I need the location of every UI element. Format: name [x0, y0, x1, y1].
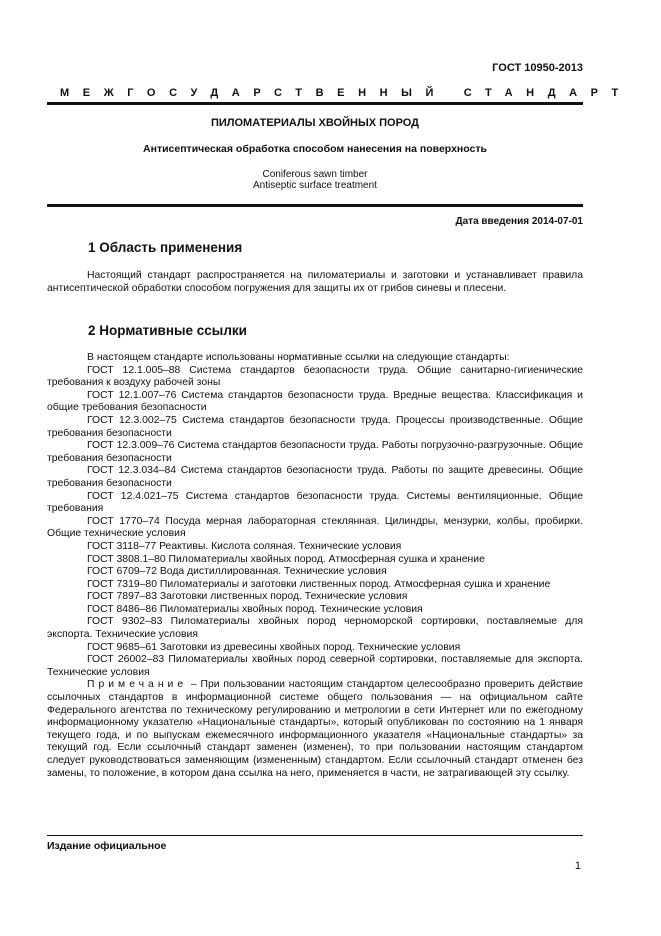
reference-item: ГОСТ 12.3.034–84 Система стандартов безопасности труда. Работы по защите древесины. Общие требования безопасности: [47, 465, 583, 489]
footer-rule: [47, 835, 583, 836]
title-rule: [47, 204, 583, 207]
reference-item: ГОСТ 12.1.007–76 Система стандартов безопасности труда. Вредные вещества. Классификация и общие требования безопасности: [47, 389, 583, 414]
reference-list: [47, 365, 583, 680]
reference-item: ГОСТ 7319–80 Пиломатериалы и заготовки лиственных пород. Атмосферная сушка и хранение: [87, 578, 551, 590]
reference-item: ГОСТ 8486–86 Пиломатериалы хвойных пород. Технические условия: [87, 603, 423, 615]
section-1-heading: 1 Область применения: [88, 240, 243, 255]
reference-item: ГОСТ 12.4.021–75 Система стандартов безопасности труда. Системы вентиляционные. Общие требования: [47, 490, 583, 515]
reference-item: ГОСТ 3808.1–80 Пиломатериалы хвойных пород. Атмосферная сушка и хранение: [87, 553, 485, 565]
top-rule: [47, 102, 583, 105]
english-title: Coniferous sawn timber: [262, 169, 368, 180]
document-title: ПИЛОМАТЕРИАЛЫ ХВОЙНЫХ ПОРОД: [210, 117, 420, 129]
edition-label: Издание официальное: [47, 840, 167, 852]
reference-item: ГОСТ 12.3.009–76 Система стандартов безопасности труда. Работы погрузочно-разгрузочные. Общие требования безопасности: [47, 440, 583, 464]
reference-item: ГОСТ 12.1.005–88 Система стандартов безопасности труда. Общие санитарно-гигиенические требования к воздуху рабочей зоны: [47, 364, 583, 389]
reference-item: ГОСТ 9302–83 Пиломатериалы хвойных пород черноморской сортировки, поставляемые для экспорта. Технические условия: [47, 616, 583, 641]
standard-code: ГОСТ 10950-2013: [492, 62, 583, 74]
section-1-body: [47, 270, 583, 295]
reference-item: ГОСТ 1770–74 Посуда мерная лабораторная стеклянная. Цилиндры, мензурки, колбы, пробирки. Общие технические условия: [47, 515, 583, 540]
refs-intro: В настоящем стандарте использованы нормативные ссылки на следующие стандарты:: [87, 352, 510, 363]
reference-item: ГОСТ 3118–77 Реактивы. Кислота соляная. Технические условия: [87, 540, 402, 552]
section-2-body: [47, 352, 583, 780]
scope-paragraph: Настоящий стандарт распространяется на пиломатериалы и заготовки и устанавливает правила антисептической обработки способом погружения для защиты их от грибов синевы и плесени.: [47, 270, 583, 294]
document-subtitle: Антисептическая обработка способом нанесения на поверхность: [143, 143, 487, 155]
note-label: Примечание: [87, 679, 188, 691]
interstate-standard-label: МЕЖГОСУДАРСТВЕННЫЙ СТАНДАРТ: [60, 87, 632, 99]
reference-item: ГОСТ 26002–83 Пиломатериалы хвойных пород северной сортировки, поставляемые для экспорта. Технические условия: [47, 654, 583, 678]
reference-item: ГОСТ 6709–72 Вода дистиллированная. Технические условия: [87, 566, 387, 578]
reference-item: ГОСТ 9685–61 Заготовки из древесины хвойных пород. Технические условия: [87, 641, 461, 653]
reference-item: ГОСТ 12.3.002–75 Система стандартов безопасности труда. Процессы производственные. Общие требования безопасности: [47, 414, 583, 439]
note-text: – При пользовании настоящим стандартом целесообразно проверить действие ссылочных стандартов в информационной системе общего пользования — на официальном сайте Федерального агентства по техническому регулированию и метрологии в сети Интернет или по ежегодному информационному указателю «Национальные стандарты», который опубликован по состоянию на 1 января текущего года, и по выпускам ежемесячного информационного указателя «Национальные стандарты» за текущий год. Если ссылочный стандарт заменен (изменен), то при пользовании настоящим стандартом следует руководствоваться заменяющим (измененным) стандартом. Если ссылочный стандарт отменен без замены, то положение, в котором дана ссылка на него, применяется в части, не затрагивающей эту ссылку.: [47, 679, 583, 779]
english-subtitle: Antiseptic surface treatment: [253, 180, 377, 191]
section-2-heading: 2 Нормативные ссылки: [88, 323, 247, 338]
introduction-date: Дата введения 2014-07-01: [455, 216, 583, 227]
note-paragraph: [47, 679, 583, 780]
page-number: 1: [574, 860, 581, 872]
reference-item: ГОСТ 7897–83 Заготовки лиственных пород. Технические условия: [87, 591, 408, 603]
